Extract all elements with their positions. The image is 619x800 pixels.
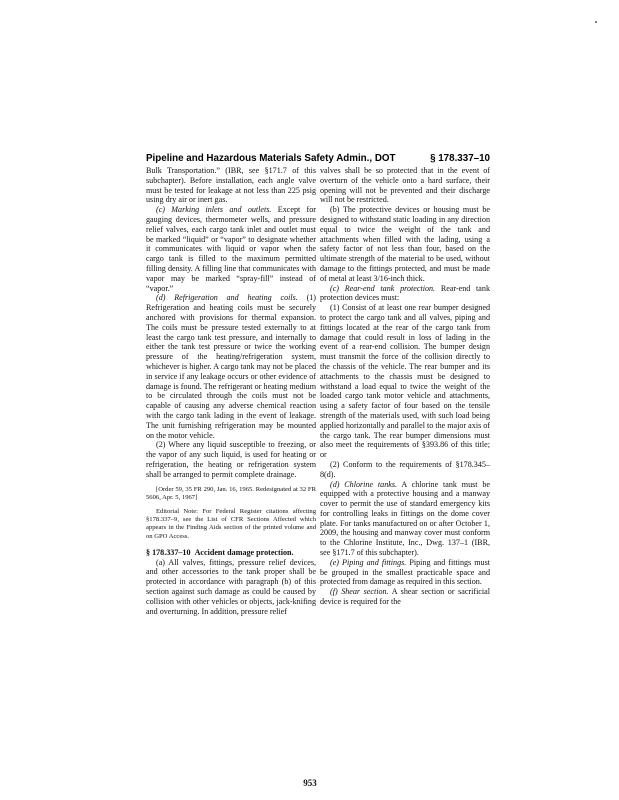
paragraph: (2) Conform to the requirements of §178.345–8(d). bbox=[320, 459, 490, 479]
paragraph-text: (1) Refrigeration and heating coils must be securely anchored with provisions for thermal expansion. The coils must be pressure tested externally to at least the cargo tank test pressure, and internally to either the tank test pressure or twice the working pressure of the heating/refrigeration system, whichever is higher. A cargo tank may not be placed in service if any leakage occurs or other evidence of damage is found. The refrigerant or heating medium to be circulated through the coils must not be capable of causing any adverse chemical reaction with the cargo tank lading in the event of leakage. The unit furnishing refrigeration may be mounted on the motor vehicle. bbox=[146, 293, 316, 440]
paragraph-c bbox=[320, 284, 490, 304]
paragraph-label: (d) Refrigeration and heating coils. bbox=[156, 293, 298, 303]
editorial-note-text: For Federal Register citations affecting §178.337–9, see the List of CFR Sections Affected which appears in the Finding Aids section of the printed volume and on GPO Access. bbox=[146, 507, 317, 540]
paragraph: (1) Consist of at least one rear bumper designed to protect the cargo tank and all valves, piping and fittings located at the rear of the cargo tank from damage that could result in loss of lading in the event of a rear-end collision. The bumper design must transmit the force of the collision directly to the chassis of the vehicle. The rear bumper and its attachments to the chassis must be designed to withstand a load equal to twice the weight of the loaded cargo tank motor vehicle and attachments, using a safety factor of four based on the tensile strength of the materials used, with such load being applied horizontally and parallel to the major axis of the cargo tank. The rear bumper dimensions must also meet the requirements of §393.86 of this title; or bbox=[320, 303, 490, 460]
paragraph-c bbox=[146, 205, 316, 293]
paragraph-text: Except for gauging devices, thermometer wells, and pressure relief valves, each cargo tank inlet and outlet must be marked “liquid” or “vapor” to designate whether it communicates with liquid or vapor when the cargo tank is filled to the maximum permitted filling density. A filling line that communicates with vapor may be marked “spray-fill” instead of “vapor.” bbox=[146, 205, 316, 293]
section-heading bbox=[146, 548, 316, 558]
left-column bbox=[146, 166, 316, 616]
header-agency: Pipeline and Hazardous Materials Safety Admin., DOT bbox=[146, 153, 396, 164]
paragraph: (2) Where any liquid susceptible to freezing, or the vapor of any such liquid, is used for heating or refrigeration, the heating or refrigeration system shall be arranged to permit complete drainage. bbox=[146, 440, 316, 479]
editorial-note-label: Editorial Note: bbox=[156, 507, 199, 515]
paragraph: Bulk Transportation.” (IBR, see §171.7 of this subchapter). Before installation, each angle valve must be tested for leakage at not less than 225 psig using dry air or inert gas. bbox=[146, 166, 316, 205]
section-title: Accident damage protection. bbox=[194, 547, 294, 557]
header-section: § 178.337–10 bbox=[430, 153, 490, 164]
paragraph-label: (f) Shear section. bbox=[330, 587, 389, 597]
paragraph: (b) The protective devices or housing must be designed to withstand static loading in any direction equal to twice the weight of the tank and attachments when filled with the lading, using a safety factor of not less than four, based on the ultimate strength of the material to be used, without damage to the fittings protected, and must be made of metal at least 3/16-inch thick. bbox=[320, 205, 490, 283]
paragraph-text: Rear-end tank protection devices must: bbox=[320, 283, 490, 303]
paragraph-label: (d) Chlorine tanks. bbox=[330, 479, 398, 489]
paragraph-f bbox=[320, 587, 490, 607]
paragraph-e bbox=[320, 558, 490, 587]
paragraph-text: A shear section or sacrificial device is required for the bbox=[320, 587, 490, 607]
page-speck bbox=[595, 21, 597, 23]
paragraph-text: A chlorine tank must be equipped with a protective housing and a manway cover to permit the use of standard emergency kits for controlling leaks in fittings on the dome cover plate. For tanks manufactured on or after October 1, 2009, the housing and manway cover must conform to the Chlorine Institute, Inc., Dwg. 137–1 (IBR, see §171.7 of this subchapter). bbox=[320, 479, 491, 558]
section-number: § 178.337–10 bbox=[146, 547, 191, 557]
paragraph-d bbox=[146, 293, 316, 440]
paragraph-label: (c) Rear-end tank protection. bbox=[330, 283, 436, 293]
paragraph: (a) All valves, fittings, pressure relief devices, and other accessories to the tank proper shall be protected in accordance with paragraph (b) of this section against such damage as could be caused by collision with other vehicles or objects, jack-knifing and overturning. In addition, pressure relief bbox=[146, 557, 316, 616]
paragraph-text: Piping and fittings must be grouped in the smallest practicable space and protected from damage as required in this section. bbox=[320, 557, 490, 587]
paragraph: valves shall be so protected that in the event of overturn of the vehicle onto a hard surface, their opening will not be prevented and their discharge will not be restricted. bbox=[320, 166, 490, 205]
paragraph-label: (e) Piping and fittings. bbox=[330, 557, 407, 567]
paragraph-d bbox=[320, 480, 490, 558]
source-note: [Order 59, 35 FR 290, Jan. 16, 1965. Redesignated at 32 FR 5606, Apr. 5, 1967] bbox=[146, 485, 316, 501]
editorial-note bbox=[146, 508, 316, 541]
running-header bbox=[146, 153, 490, 167]
paragraph-label: (c) Marking inlets and outlets. bbox=[156, 205, 272, 215]
right-column bbox=[320, 166, 490, 607]
page-number: 953 bbox=[303, 778, 317, 788]
